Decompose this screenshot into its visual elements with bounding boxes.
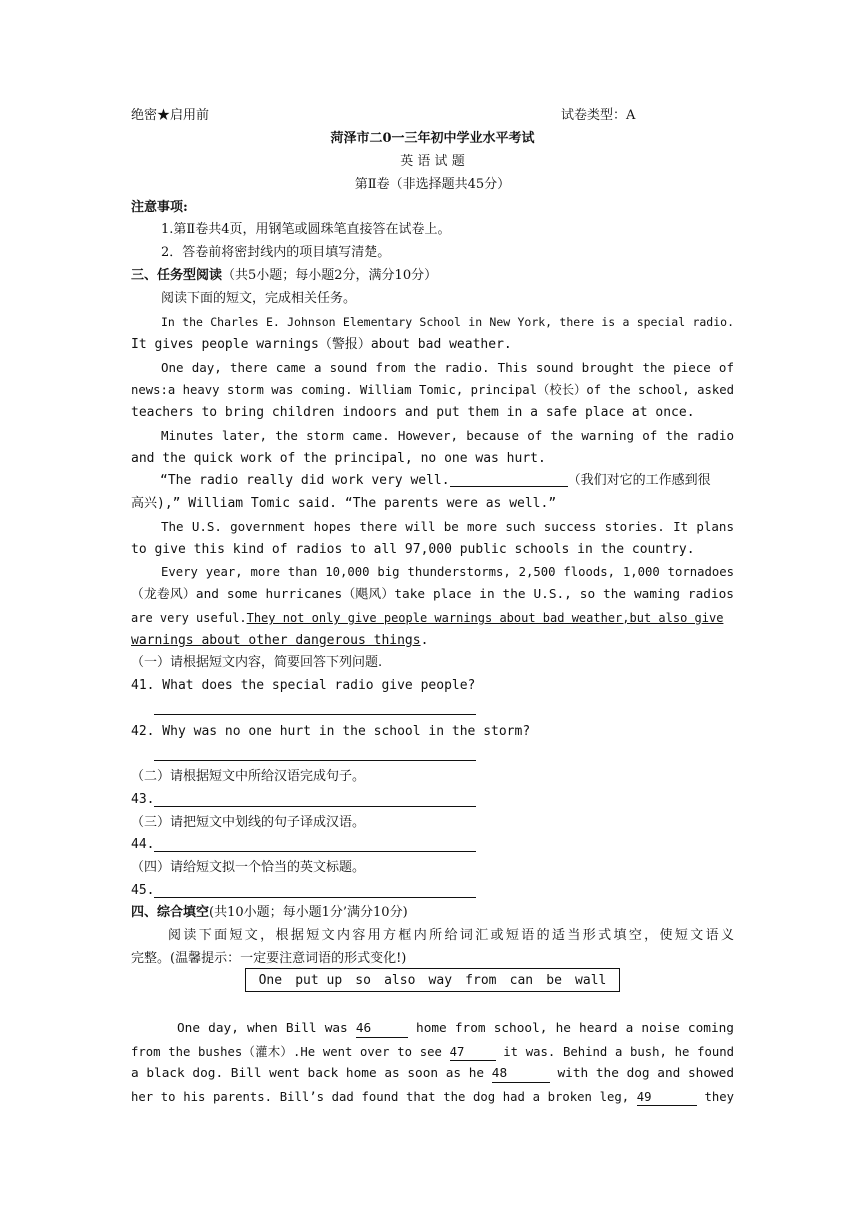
passage-p2-line2: news:a heavy storm was coming. William Tomic, principal（校长）of the school, asked xyxy=(131,383,734,397)
passage-p1-line2: It gives people warnings（警报）about bad weather. xyxy=(131,337,512,352)
word-bank-item: wall xyxy=(575,972,607,988)
passage-p3-line2: and the quick work of the principal, no one was hurt. xyxy=(131,451,546,466)
word-bank-item: so xyxy=(355,972,371,988)
word-bank-item: way xyxy=(428,972,453,988)
passage-p6-line3 xyxy=(131,610,734,626)
volume-title: 第Ⅱ卷（非选择题共45分） xyxy=(354,177,511,192)
passage-p5-line2: to give this kind of radios to all 97,000 public schools in the country. xyxy=(131,542,695,557)
passage-p2-line1: One day, there came a sound from the radio. This sound brought the piece of xyxy=(161,360,734,375)
secret-label: 绝密★启用前 xyxy=(131,108,210,123)
word-bank-item: put up xyxy=(295,972,343,988)
blank-48[interactable]: 48 xyxy=(492,1066,550,1083)
blank-47[interactable]: 47 xyxy=(450,1044,496,1061)
question-42: 42. Why was no one hurt in the school in the storm? xyxy=(131,724,531,739)
section3-title: 三、任务型阅读 xyxy=(131,268,223,283)
word-bank-box xyxy=(245,968,620,992)
underlined-sentence-part2: warnings about other dangerous things xyxy=(131,633,421,648)
passage-p4-quote: “The radio really did work very well. xyxy=(160,473,450,488)
cloze-text: they xyxy=(704,1090,734,1104)
section4-instruction-line1: 阅读下面短文，根据短文内容用方框内所给词汇或短语的适当形式填空，使短文语义 xyxy=(168,928,734,943)
answer-42-line[interactable] xyxy=(154,760,476,761)
section3-heading xyxy=(131,268,734,284)
task4-heading: （四）请给短文拟一个恰当的英文标题。 xyxy=(131,860,366,875)
cloze-text: One day, when Bill was xyxy=(177,1021,348,1036)
cloze-text: with the dog and showed xyxy=(557,1066,735,1081)
question-45-label: 45. xyxy=(131,883,155,898)
task2-heading: （二）请根据短文中所给汉语完成句子。 xyxy=(131,769,366,784)
word-bank-item: also xyxy=(384,972,416,988)
passage-p6-line1: Every year, more than 10,000 big thunderstorms, 2,500 floods, 1,000 tornadoes xyxy=(161,565,734,579)
header-row xyxy=(131,108,734,124)
blank-46[interactable]: 46 xyxy=(356,1021,408,1038)
question-44-label: 44. xyxy=(131,837,155,852)
passage-p4-hint: （我们对它的工作感到很 xyxy=(567,473,711,488)
cloze-text: a black dog. Bill went back home as soon as he xyxy=(131,1066,485,1081)
word-bank-item: can xyxy=(509,972,534,988)
cloze-text: from the bushes（灌木）.He went over to see xyxy=(131,1045,442,1059)
section4-title: 四、综合填空 xyxy=(131,905,210,920)
word-bank-item: One xyxy=(258,972,283,988)
underlined-sentence-part1: They not only give people warnings about bad weather,but also give xyxy=(246,611,724,625)
passage-p4-line1 xyxy=(160,473,734,489)
subject-title: 英 语 试 题 xyxy=(400,154,465,169)
section4-instruction-line2: 完整。(温馨提示：一定要注意词语的形式变化!) xyxy=(131,951,407,966)
answer-41-line[interactable] xyxy=(154,714,476,715)
question-43-label: 43. xyxy=(131,792,155,807)
section3-score: （共5小题；每小题2分，满分10分） xyxy=(222,268,438,283)
passage-p5-line1: The U.S. government hopes there will be more such success stories. It plans xyxy=(161,519,734,534)
period: . xyxy=(420,633,429,648)
passage-p6-useful: are very useful. xyxy=(131,611,247,625)
cloze-line4 xyxy=(131,1089,734,1106)
question-41: 41. What does the special radio give people? xyxy=(131,678,476,693)
cloze-text: home from school, he heard a noise coming xyxy=(416,1021,734,1036)
cloze-line2 xyxy=(131,1044,734,1061)
notes-heading: 注意事项: xyxy=(131,200,188,215)
answer-43-inline-blank xyxy=(450,473,568,487)
notes-item-1: 1.第Ⅱ卷共4页，用钢笔或圆珠笔直接答在试卷上。 xyxy=(161,222,451,237)
paper-type: 试卷类型：A xyxy=(561,108,636,123)
cloze-line3 xyxy=(131,1066,734,1083)
passage-p6-line2: （龙卷风）and some hurricanes（飓风）take place in the U.S., so the waming radios xyxy=(131,587,734,602)
section3-instruction: 阅读下面的短文，完成相关任务。 xyxy=(161,291,357,306)
passage-p3-line1: Minutes later, the storm came. However, because of the warning of the radio xyxy=(161,428,734,443)
answer-43-line[interactable] xyxy=(154,806,476,807)
exam-title: 菏泽市二0一三年初中学业水平考试 xyxy=(330,131,535,146)
answer-44-line[interactable] xyxy=(154,851,476,852)
passage-p4-line2: 高兴),” William Tomic said. “The parents were as well.” xyxy=(131,496,557,511)
task1-heading: （一）请根据短文内容，简要回答下列问题. xyxy=(131,655,383,670)
cloze-text: her to his parents. Bill’s dad found that the dog had a broken leg, xyxy=(131,1090,630,1104)
word-bank-item: from xyxy=(465,972,497,988)
blank-49[interactable]: 49 xyxy=(637,1089,697,1106)
task3-heading: （三）请把短文中划线的句子译成汉语。 xyxy=(131,815,366,830)
word-bank-item: be xyxy=(546,972,562,988)
cloze-text: it was. Behind a bush, he found xyxy=(503,1045,734,1059)
section4-score: (共10小题；每小题1分’满分10分) xyxy=(209,905,408,920)
passage-p2-line3: teachers to bring children indoors and put them in a safe place at once. xyxy=(131,405,695,420)
cloze-line1 xyxy=(177,1021,734,1038)
answer-45-line[interactable] xyxy=(154,897,476,898)
notes-item-2: 2．答卷前将密封线内的项目填写清楚。 xyxy=(161,245,391,260)
passage-p6-line4 xyxy=(131,633,734,649)
passage-p1-line1: In the Charles E. Johnson Elementary School in New York, there is a special radio. xyxy=(161,315,734,329)
section4-heading xyxy=(131,905,734,921)
